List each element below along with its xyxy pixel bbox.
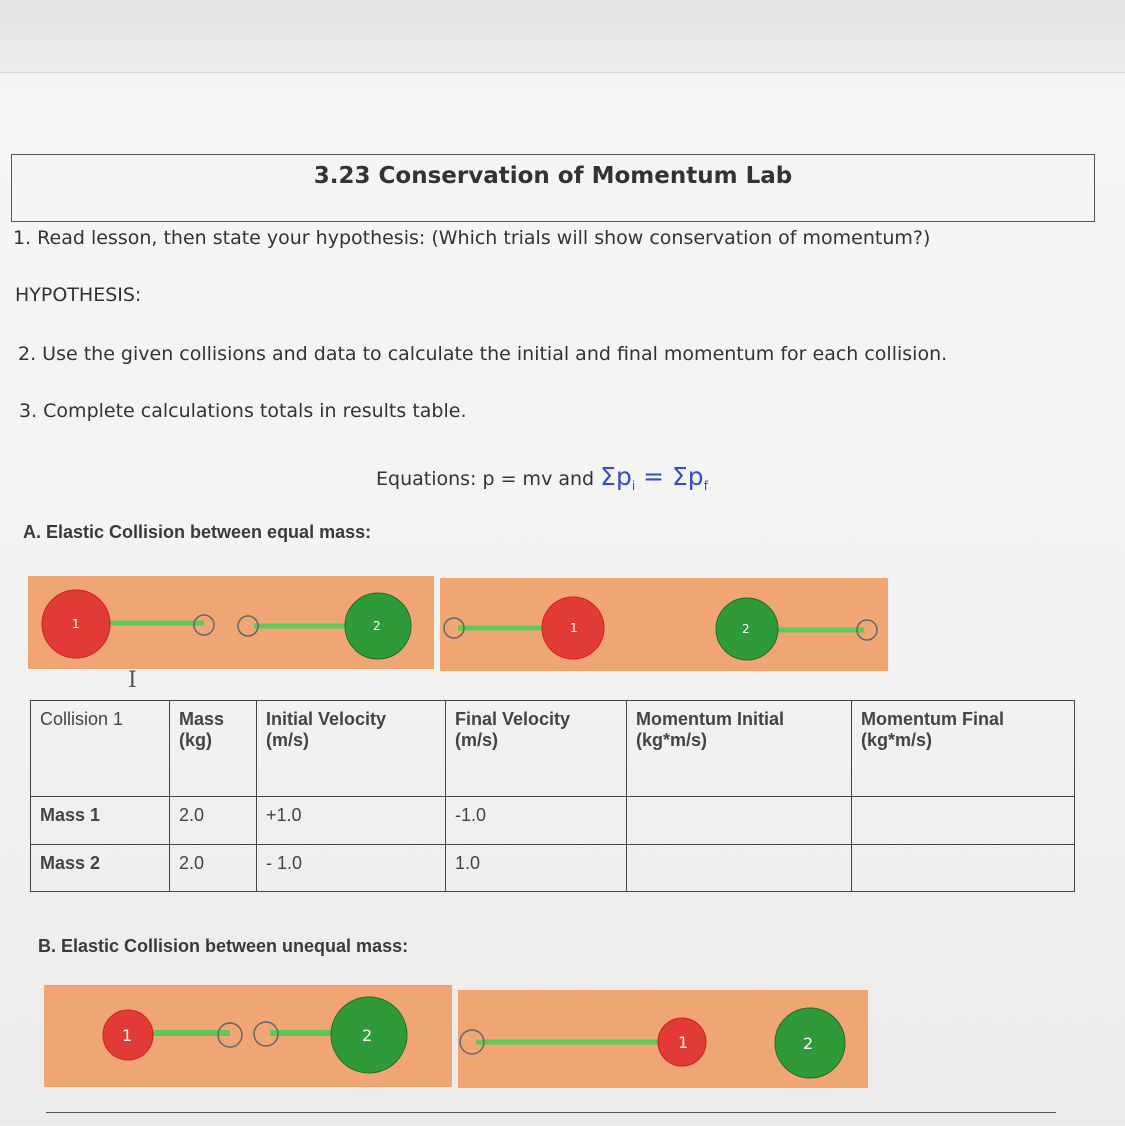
sub-initial: i bbox=[631, 478, 636, 493]
final-velocity-value: -1.0 bbox=[446, 797, 627, 845]
header-collision bbox=[31, 701, 170, 797]
collision-a-after-panel bbox=[440, 578, 888, 671]
table-row bbox=[31, 797, 1075, 845]
ball-1-label: 1 bbox=[122, 1026, 133, 1045]
final-velocity-value: 1.0 bbox=[446, 844, 627, 892]
sum-final: Σp bbox=[672, 462, 704, 491]
equations-label: Equations: bbox=[376, 468, 477, 490]
ball-1-label: 1 bbox=[72, 617, 80, 631]
title-box bbox=[11, 154, 1095, 222]
hypothesis-label: HYPOTHESIS: bbox=[15, 284, 142, 306]
collision-b-before-panel bbox=[44, 985, 452, 1087]
collision-b-before-diagram bbox=[44, 985, 452, 1087]
collision-b-after-diagram bbox=[458, 990, 868, 1088]
momentum-formula: p = mv bbox=[482, 468, 553, 490]
mass-value: 2.0 bbox=[170, 797, 257, 845]
header-momentum-final: Momentum Final (kg*m/s) bbox=[852, 701, 1075, 797]
initial-velocity-value: - 1.0 bbox=[257, 844, 446, 892]
collision-b-after-panel bbox=[458, 990, 868, 1088]
sum-initial: Σp bbox=[600, 462, 632, 491]
header-momentum-initial: Momentum Initial (kg*m/s) bbox=[627, 701, 852, 797]
momentum-final-input[interactable] bbox=[852, 797, 1075, 845]
momentum-final-input[interactable] bbox=[852, 844, 1075, 892]
section-b-heading: B. Elastic Collision between unequal mass: bbox=[38, 936, 409, 956]
section-a-heading: A. Elastic Collision between equal mass: bbox=[23, 522, 372, 542]
ball-1-after-label: 1 bbox=[570, 621, 578, 635]
step-2-text: 2. Use the given collisions and data to calculate the initial and final momentum for each collision. bbox=[18, 343, 948, 365]
header-collision-text: Collision 1 bbox=[40, 709, 124, 729]
text-cursor-icon: I bbox=[128, 668, 137, 693]
ball-2-after-label: 2 bbox=[742, 622, 750, 636]
row-label: Mass 1 bbox=[31, 797, 170, 845]
momentum-initial-input[interactable] bbox=[627, 797, 852, 845]
row-label: Mass 2 bbox=[31, 844, 170, 892]
ball-2-after-label: 2 bbox=[803, 1034, 814, 1053]
table-header-row bbox=[31, 701, 1075, 797]
collision-1-table bbox=[30, 700, 1075, 892]
table-row bbox=[31, 844, 1075, 892]
page-title: 3.23 Conservation of Momentum Lab bbox=[313, 163, 793, 189]
collision-a-before-panel bbox=[28, 576, 434, 669]
equations-and: and bbox=[558, 468, 595, 490]
ball-2-label: 2 bbox=[362, 1026, 373, 1045]
collision-a-after-diagram bbox=[440, 578, 888, 671]
sub-final: f bbox=[703, 478, 708, 493]
mass-value: 2.0 bbox=[170, 844, 257, 892]
ball-1-after-label: 1 bbox=[678, 1033, 689, 1052]
step-1-text: 1. Read lesson, then state your hypothesis: (Which trials will show conservation of momentum?) bbox=[13, 227, 931, 249]
equals-sign: = bbox=[635, 462, 673, 491]
browser-top-area bbox=[0, 0, 1125, 73]
ball-2-label: 2 bbox=[373, 619, 381, 633]
collision-a-before-diagram bbox=[28, 576, 434, 669]
header-final-velocity: Final Velocity (m/s) bbox=[446, 701, 627, 797]
initial-velocity-value: +1.0 bbox=[257, 797, 446, 845]
step-3-text: 3. Complete calculations totals in results table. bbox=[19, 400, 467, 422]
next-table-top-edge bbox=[46, 1112, 1056, 1126]
equations-line bbox=[376, 462, 708, 493]
header-mass: Mass (kg) bbox=[170, 701, 257, 797]
header-initial-velocity: Initial Velocity (m/s) bbox=[257, 701, 446, 797]
momentum-initial-input[interactable] bbox=[627, 844, 852, 892]
